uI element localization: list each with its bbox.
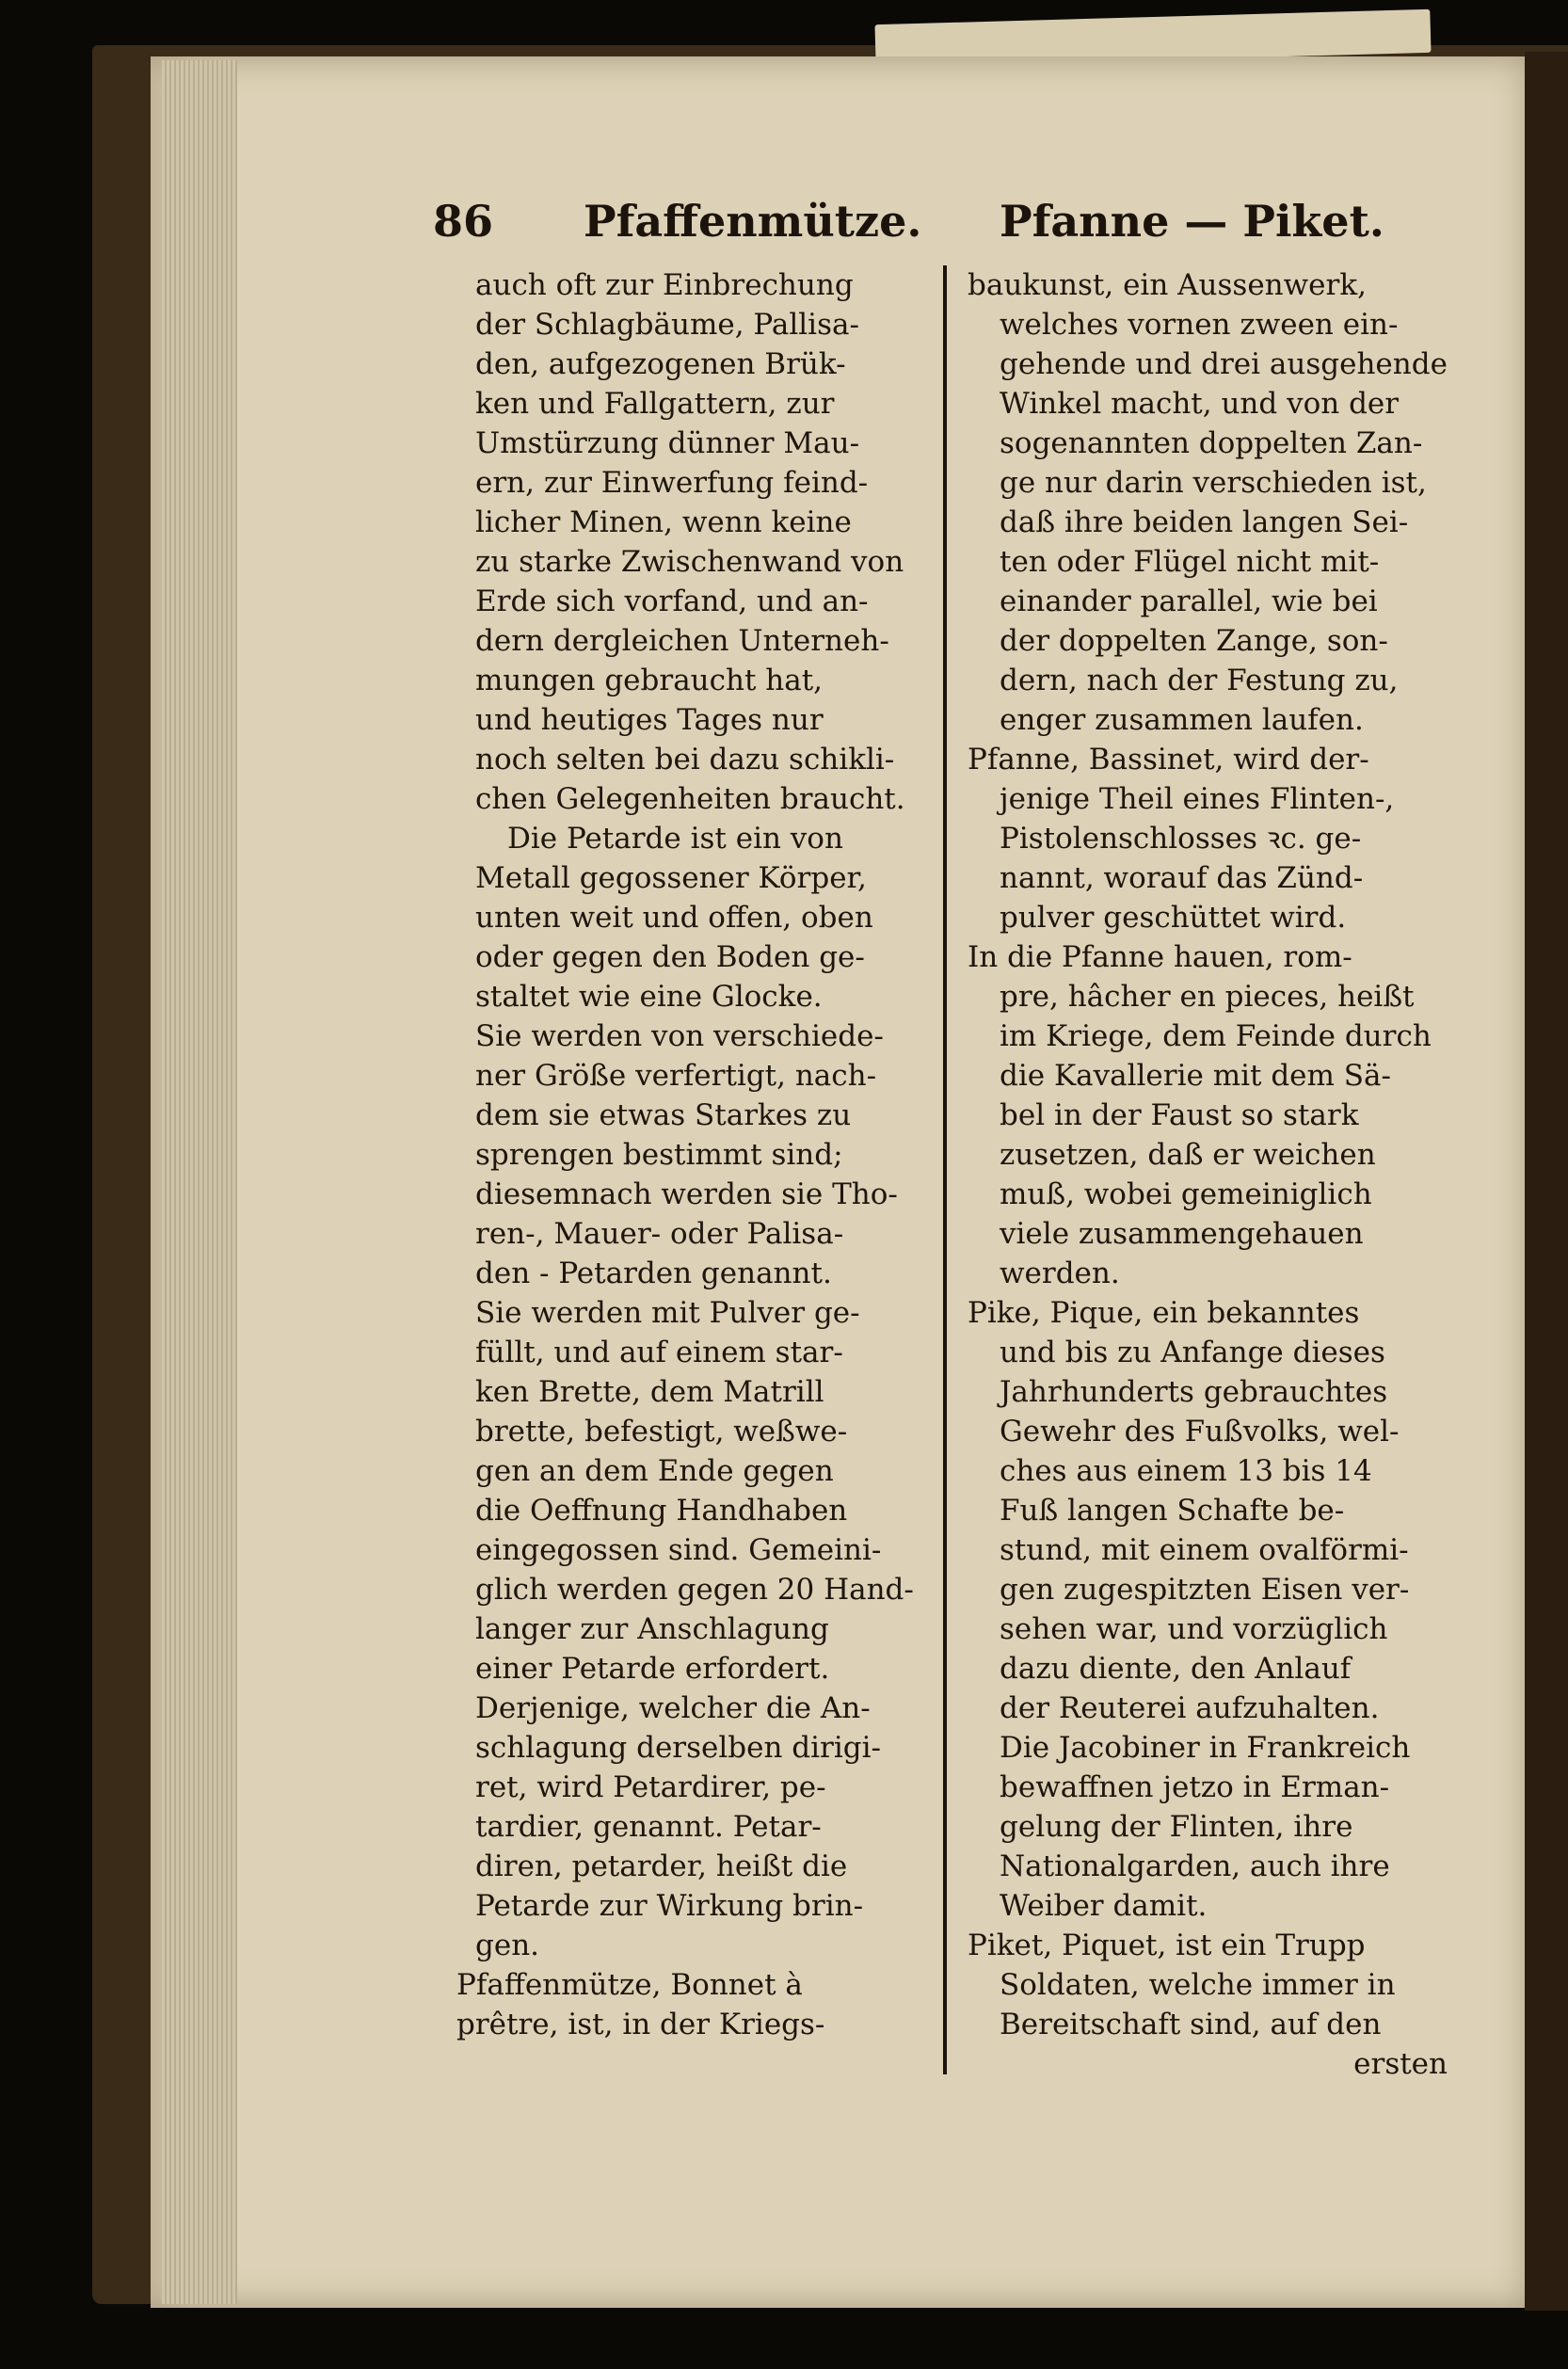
text-line: Metall gegossener Körper, (475, 861, 867, 895)
text-line: der Schlagbäume, Pallisa- (475, 308, 859, 342)
text-line: den - Petarden genannt. (475, 1257, 832, 1290)
text-line: Die Jacobiner in Frankreich (1000, 1731, 1411, 1765)
text-line: die Oeffnung Handhaben (475, 1494, 848, 1528)
text-line: pulver geschüttet wird. (1000, 901, 1347, 935)
text-line: diesemnach werden sie Tho- (475, 1177, 898, 1211)
text-line: stund, mit einem ovalförmi- (1000, 1533, 1409, 1567)
book-spine (1525, 52, 1568, 2311)
text-line: einer Petarde erfordert. (475, 1652, 830, 1686)
text-line: Weiber damit. (1000, 1889, 1208, 1923)
text-line: gen. (475, 1929, 540, 1962)
text-line: ches aus einem 13 bis 14 (1000, 1454, 1372, 1488)
text-line: Jahrhunderts gebrauchtes (1000, 1375, 1388, 1409)
text-line: der doppelten Zange, son- (1000, 624, 1388, 658)
text-line: muß, wobei gemeiniglich (1000, 1177, 1372, 1211)
text-line: Petarde zur Wirkung brin- (475, 1889, 864, 1923)
text-line: sprengen bestimmt sind; (475, 1138, 843, 1172)
text-line: bewaffnen jetzo in Erman- (1000, 1770, 1390, 1804)
text-line: ern, zur Einwerfung feind- (475, 466, 869, 500)
text-line: eingegossen sind. Gemeini- (475, 1533, 882, 1567)
text-line: nannt, worauf das Zünd- (1000, 861, 1364, 895)
text-line: ge nur darin verschieden ist, (1000, 466, 1427, 500)
text-line: den, aufgezogenen Brük- (475, 347, 846, 381)
text-line: gen an dem Ende gegen (475, 1454, 834, 1488)
text-line: noch selten bei dazu schikli- (475, 743, 895, 776)
text-line: Piket, Piquet, ist ein Trupp (968, 1929, 1366, 1962)
text-line: Winkel macht, und von der (1000, 387, 1400, 421)
text-line: enger zusammen laufen. (1000, 703, 1364, 737)
text-line: sogenannten doppelten Zan- (1000, 426, 1423, 460)
text-line: dern dergleichen Unterneh- (475, 624, 889, 658)
text-line: gehende und drei ausgehende (1000, 347, 1448, 381)
text-line: In die Pfanne hauen, rom- (968, 940, 1352, 974)
text-line: staltet wie eine Glocke. (475, 980, 823, 1014)
text-line: Nationalgarden, auch ihre (1000, 1849, 1390, 1883)
text-line: werden. (1000, 1257, 1120, 1290)
text-line: auch oft zur Einbrechung (475, 268, 854, 302)
text-line: bel in der Faust so stark (1000, 1098, 1359, 1132)
text-line: tardier, genannt. Petar- (475, 1810, 822, 1844)
text-line: dazu diente, den Anlauf (1000, 1652, 1352, 1686)
text-line: dem sie etwas Starkes zu (475, 1098, 852, 1132)
text-line: Soldaten, welche immer in (1000, 1968, 1396, 2002)
text-line: oder gegen den Boden ge- (475, 940, 865, 974)
text-line: gen zugespitzten Eisen ver- (1000, 1573, 1410, 1607)
text-line: Gewehr des Fußvolks, wel- (1000, 1415, 1400, 1449)
text-line: ner Größe verfertigt, nach- (475, 1059, 877, 1093)
text-line: und bis zu Anfange dieses (1000, 1336, 1385, 1369)
text-line: licher Minen, wenn keine (475, 505, 852, 539)
text-line: glich werden gegen 20 Hand- (475, 1573, 914, 1607)
text-line: Die Petarde ist ein von (507, 822, 843, 856)
text-line: Erde sich vorfand, und an- (475, 584, 869, 618)
right-column (968, 265, 1448, 2084)
text-line: zu starke Zwischenwand von (475, 545, 904, 579)
text-line: prêtre, ist, in der Kriegs- (456, 2008, 825, 2041)
text-line: jenige Theil eines Flinten-, (1000, 782, 1395, 816)
text-line: ten oder Flügel nicht mit- (1000, 545, 1380, 579)
text-line: Sie werden von verschiede- (475, 1019, 884, 1053)
text-line: unten weit und offen, oben (475, 901, 873, 935)
text-line: ken und Fallgattern, zur (475, 387, 835, 421)
text-line: der Reuterei aufzuhalten. (1000, 1691, 1380, 1725)
text-line: ken Brette, dem Matrill (475, 1375, 824, 1409)
text-line: Pike, Pique, ein bekanntes (968, 1296, 1360, 1330)
text-line: ret, wird Petardirer, pe- (475, 1770, 826, 1804)
text-line: dern, nach der Festung zu, (1000, 664, 1399, 697)
text-line: einander parallel, wie bei (1000, 584, 1378, 618)
text-line: viele zusammengehauen (1000, 1217, 1364, 1251)
text-line: Pistolenschlosses ꝛc. ge- (1000, 822, 1362, 856)
right-running-head: Pfanne — Piket. (1000, 196, 1384, 247)
left-column (456, 265, 932, 2044)
text-line: und heutiges Tages nur (475, 703, 824, 737)
text-line: langer zur Anschlagung (475, 1612, 829, 1646)
column-rule (943, 265, 947, 2074)
text-line: chen Gelegenheiten braucht. (475, 782, 905, 816)
text-line: baukunst, ein Aussenwerk, (968, 268, 1367, 302)
text-line: ren-, Mauer- oder Palisa- (475, 1217, 844, 1251)
text-line: schlagung derselben dirigi- (475, 1731, 882, 1765)
text-line: Umstürzung dünner Mau- (475, 426, 860, 460)
text-line: gelung der Flinten, ihre (1000, 1810, 1353, 1844)
text-line: mungen gebraucht hat, (475, 664, 824, 697)
text-line: daß ihre beiden langen Sei- (1000, 505, 1409, 539)
page-number: 86 (433, 196, 494, 247)
text-line: ersten (1353, 2047, 1448, 2081)
text-line: Sie werden mit Pulver ge- (475, 1296, 860, 1330)
text-line: Fuß langen Schafte be- (1000, 1494, 1345, 1528)
text-line: pre, hâcher en pieces, heißt (1000, 980, 1415, 1014)
text-line: die Kavallerie mit dem Sä- (1000, 1059, 1391, 1093)
text-line: diren, petarder, heißt die (475, 1849, 848, 1883)
text-line: füllt, und auf einem star- (475, 1336, 843, 1369)
text-line: welches vornen zween ein- (1000, 308, 1399, 342)
text-line: Bereitschaft sind, auf den (1000, 2008, 1382, 2041)
text-line: Derjenige, welcher die An- (475, 1691, 871, 1725)
text-line: im Kriege, dem Feinde durch (1000, 1019, 1432, 1053)
left-running-head: Pfaffenmütze. (584, 196, 922, 247)
text-line: brette, befestigt, weßwe- (475, 1415, 848, 1449)
text-line: Pfanne, Bassinet, wird der- (968, 743, 1369, 776)
text-line: Pfaffenmütze, Bonnet à (456, 1968, 803, 2002)
text-line: sehen war, und vorzüglich (1000, 1612, 1388, 1646)
text-line: zusetzen, daß er weichen (1000, 1138, 1376, 1172)
page-edges (162, 60, 237, 2304)
